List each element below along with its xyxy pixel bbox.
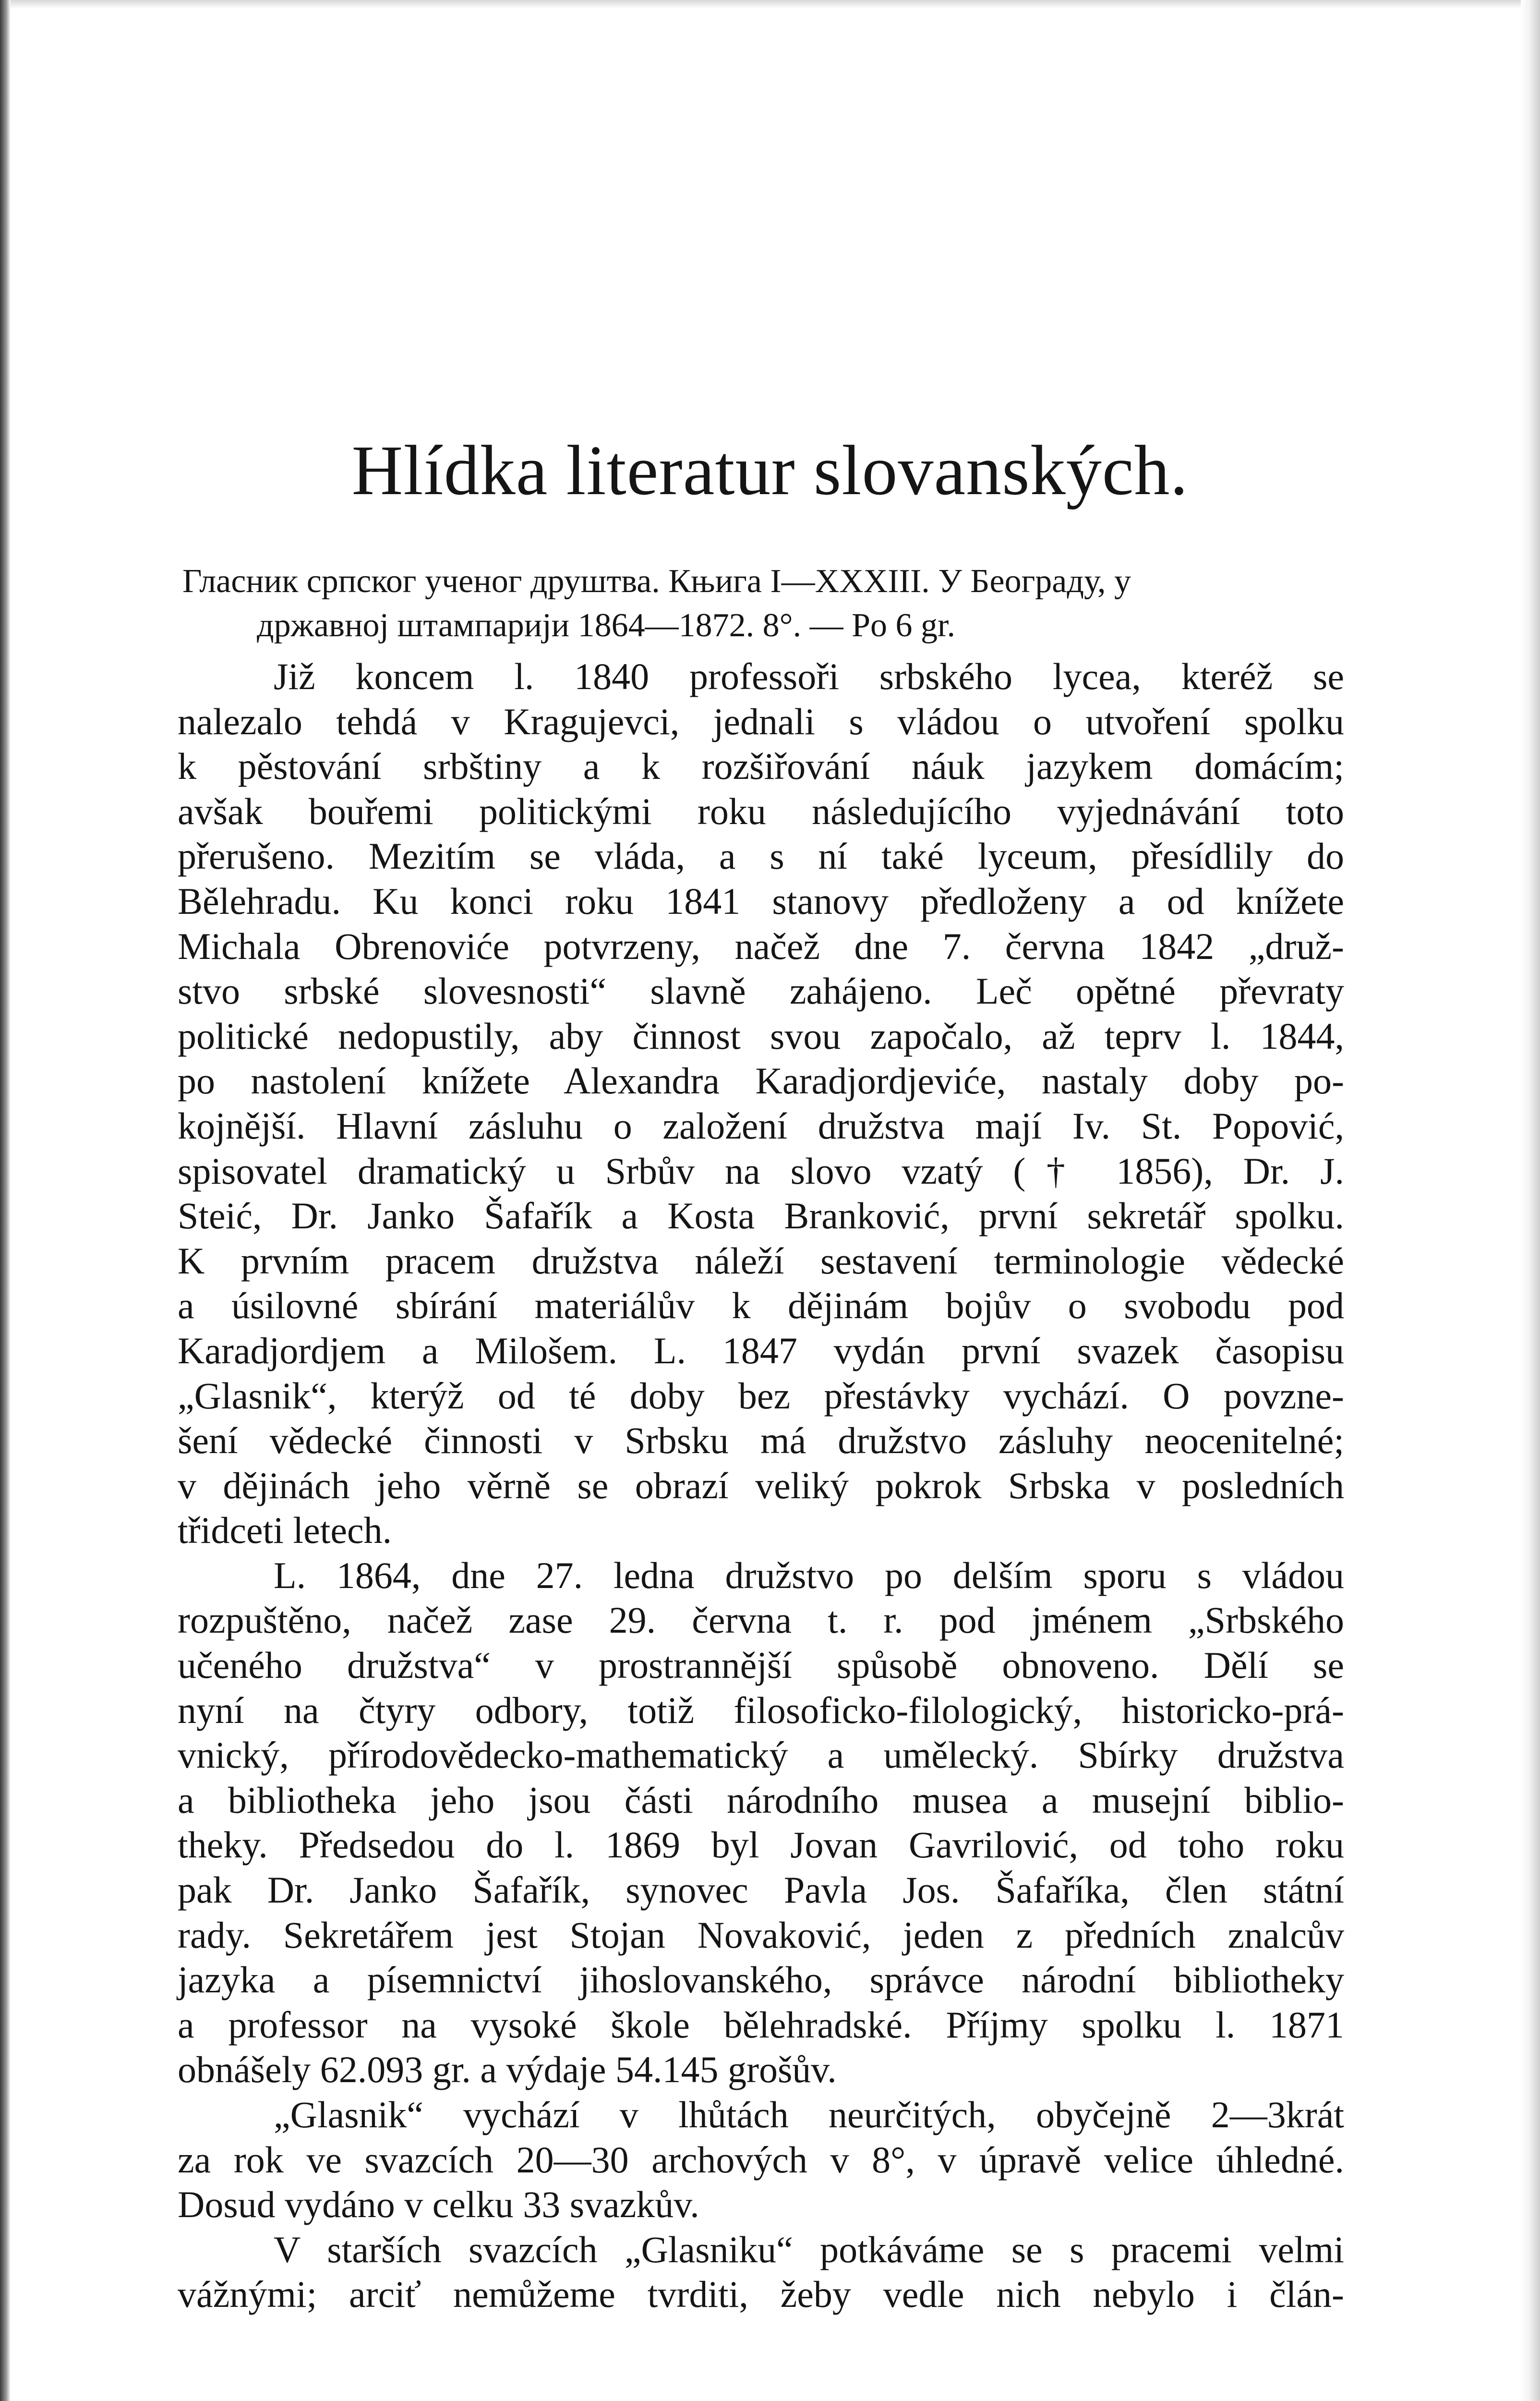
text-line: obnášely 62.093 gr. a výdaje 54.145 grošův. [178,2049,837,2091]
text-line: avšak bouřemi politickými roku následujícího vyjednávání toto [178,790,1344,832]
text-line: theky. Předsedou do l. 1869 byl Jovan Gavrilović, od toho roku [178,1824,1344,1866]
text-line: Karadjordjem a Milošem. L. 1847 vydán první svazek časopisu [178,1329,1344,1371]
page-title: Hlídka literatur slovanských. [351,431,1189,510]
text-line: vážnými; arciť nemůžeme tvrditi, žeby vedle nich nebylo i člán- [178,2273,1344,2316]
text-line: Bělehradu. Ku konci roku 1841 stanovy předloženy a od knížete [178,880,1344,922]
text-line: spisovatel dramatický u Srbův na slovo vzatý († 1856), Dr. J. [178,1150,1344,1192]
text-line: a professor na vysoké škole bělehradské. Příjmy spolku l. 1871 [178,2003,1344,2046]
text-line: rady. Sekretářem jest Stojan Novaković, jeden z předních znalcův [178,1914,1344,1956]
text-line: Dosud vydáno v celku 33 svazkův. [178,2183,699,2226]
paragraph-2 [178,1553,1344,2092]
text-line: pak Dr. Janko Šafařík, synovec Pavla Jos. Šafaříka, člen státní [178,1869,1344,1911]
text-line: L. 1864, dne 27. ledna družstvo po delším sporu s vládou [274,1554,1344,1596]
text-line: Michala Obrenoviće potvrzeny, načež dne 7. června 1842 „druž- [178,925,1344,967]
text-line: stvo srbské slovesnosti“ slavně zahájeno. Leč opětné převraty [178,970,1344,1012]
source-citation [182,559,1344,648]
source-line-2: државној штампарији 1864—1872. 8°. — Po 6 gr. [257,607,955,644]
text-line: „Glasnik“ vychází v lhůtách neurčitých, obyčejně 2—3krát [274,2094,1344,2135]
text-line: v dějinách jeho věrně se obrazí veliký pokrok Srbska v posledních [178,1464,1344,1506]
text-line: nalezalo tehdá v Kragujevci, jednali s vládou o utvoření spolku [178,700,1344,742]
text-line: třidceti letech. [178,1509,392,1552]
text-line: a bibliotheka jeho jsou části národního musea a musejní biblio- [178,1779,1344,1821]
text-line: kojnější. Hlavní zásluhu o založení družstva mají Iv. St. Popović, [178,1104,1344,1147]
text-line: po nastolení knížete Alexandra Karadjordjeviće, nastaly doby po- [178,1060,1344,1102]
paragraph-4 [178,2227,1344,2317]
text-line: nyní na čtyry odbory, totiž filosoficko-filologický, historicko-prá- [178,1689,1344,1731]
text-line: k pěstování srbštiny a k rozšiřování náuk jazykem domácím; [178,745,1344,788]
text-line: šení vědecké činnosti v Srbsku má družstvo zásluhy neocenitelné; [178,1419,1344,1462]
text-line: za rok ve svazcích 20—30 archových v 8°, v úpravě velice úhledné. [178,2138,1344,2181]
text-line: V starších svazcích „Glasniku“ potkáváme se s pracemi velmi [274,2228,1344,2270]
text-line: jazyka a písemnictví jihoslovanského, správce národní bibliotheky [178,1959,1344,2001]
paragraph-3 [178,2092,1344,2227]
source-line-1: Гласник српског ученог друштва. Књига I—XXXIII. У Београду, у [182,563,1131,600]
text-line: vnický, přírodovědecko-mathematický a umělecký. Sbírky družstva [178,1734,1344,1776]
text-line: politické nedopustily, aby činnost svou započalo, až teprv l. 1844, [178,1015,1344,1057]
article-body [178,654,1344,2317]
text-line: K prvním pracem družstva náleží sestavení terminologie vědecké [178,1239,1344,1282]
text-line: „Glasnik“, kterýž od té doby bez přestávky vychází. O povzne- [178,1374,1344,1417]
text-line: Steić, Dr. Janko Šafařík a Kosta Branković, první sekretář spolku. [178,1195,1344,1237]
paragraph-1 [178,654,1344,1553]
text-line: Již koncem l. 1840 professoři srbského lycea, kteréž se [274,655,1344,697]
text-line: rozpuštěno, načež zase 29. června t. r. pod jménem „Srbského [178,1599,1344,1641]
text-line: a úsilovné sbírání materiálův k dějinám bojův o svobodu pod [178,1285,1344,1327]
text-line: učeného družstva“ v prostrannější spůsobě obnoveno. Dělí se [178,1644,1344,1686]
text-line: přerušeno. Mezitím se vláda, a s ní také lyceum, přesídlily do [178,835,1344,877]
